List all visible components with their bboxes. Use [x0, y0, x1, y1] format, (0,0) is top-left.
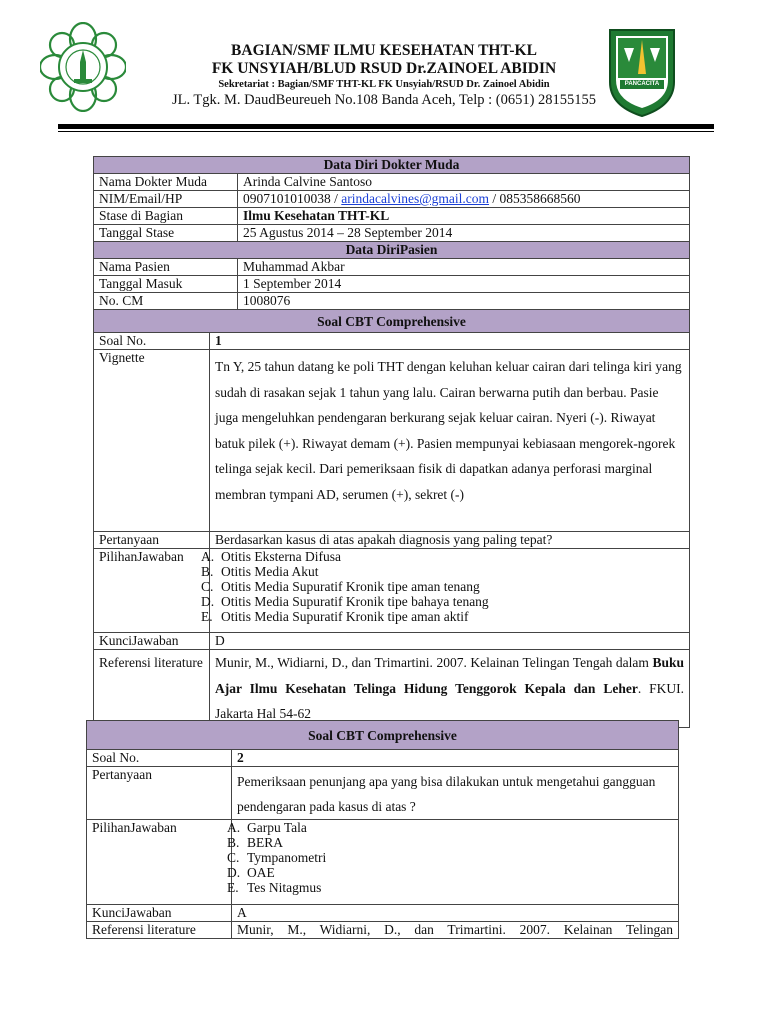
value-nama-pasien: Muhammad Akbar: [238, 259, 690, 276]
option-letter: A.: [227, 820, 241, 835]
answer-option: [201, 549, 684, 564]
label-pilihan-jawaban-2: PilihanJawaban: [87, 820, 232, 905]
label-nama-pasien: Nama Pasien: [94, 259, 238, 276]
label-tanggal-masuk: Tanggal Masuk: [94, 276, 238, 293]
option-text: Otitis Media Supuratif Kronik tipe aman aktif: [221, 609, 469, 624]
option-letter: D.: [227, 865, 241, 880]
label-pertanyaan-2: Pertanyaan: [87, 767, 232, 820]
section-header-soal-1: Soal CBT Comprehensive: [94, 310, 690, 333]
label-pilihan-jawaban: PilihanJawaban: [94, 549, 210, 633]
value-nim: 0907101010038: [243, 191, 331, 206]
option-text: Garpu Tala: [247, 820, 307, 835]
option-text: Otitis Media Akut: [221, 564, 319, 579]
label-soal-no: Soal No.: [94, 333, 210, 350]
answer-option: [227, 835, 673, 850]
answer-option: [227, 865, 673, 880]
label-stase: Stase di Bagian: [94, 208, 238, 225]
value-referensi: [210, 650, 690, 728]
option-text: Tes Nitagmus: [247, 880, 322, 895]
section-header-soal-2: Soal CBT Comprehensive: [87, 721, 679, 750]
logo-right-caption: PANCACITA: [624, 81, 660, 87]
answer-options-2: [227, 820, 673, 895]
answer-options: [201, 549, 684, 624]
label-kunci-jawaban: KunciJawaban: [94, 633, 210, 650]
header-title-1: BAGIAN/SMF ILMU KESEHATAN THT-KL: [231, 42, 537, 59]
option-text: OAE: [247, 865, 275, 880]
option-letter: E.: [227, 880, 239, 895]
option-text: BERA: [247, 835, 284, 850]
value-kunci-jawaban-2: A: [232, 905, 679, 922]
header-title-2: FK UNSYIAH/BLUD RSUD Dr.ZAINOEL ABIDIN: [211, 60, 557, 77]
option-text: Tympanometri: [247, 850, 327, 865]
form-table-2: [86, 720, 679, 939]
section-header-pasien: Data DiriPasien: [94, 242, 690, 259]
answer-option: [201, 564, 684, 579]
options-cell-2: [227, 820, 679, 905]
label-soal-no-2: Soal No.: [87, 750, 232, 767]
value-soal-no-2: 2: [232, 750, 679, 767]
value-pertanyaan-2: Pemeriksaan penunjang apa yang bisa dilakukan untuk mengetahui gangguan pendengaran pada kasus di atas ?: [232, 767, 679, 820]
option-letter: C.: [201, 579, 214, 594]
value-stase: Ilmu Kesehatan THT-KL: [238, 208, 690, 225]
label-kunci-jawaban-2: KunciJawaban: [87, 905, 232, 922]
option-letter: B.: [227, 835, 240, 850]
label-nama-dokter: Nama Dokter Muda: [94, 174, 238, 191]
separator: /: [330, 191, 342, 206]
header-secretariat: Sekretariat : Bagian/SMF THT-KL FK Unsyiah/RSUD Dr. Zainoel Abidin: [218, 79, 550, 90]
value-no-cm: 1008076: [238, 293, 690, 310]
value-referensi-2: Munir, M., Widiarni, D., dan Trimartini. 2007. Kelainan Telingan: [232, 922, 679, 939]
answer-option: [227, 880, 673, 895]
header-address: JL. Tgk. M. DaudBeureueh No.108 Banda Aceh, Telp : (0651) 28155155: [171, 92, 597, 108]
option-letter: A.: [201, 549, 215, 564]
option-letter: B.: [201, 564, 214, 579]
option-text: Otitis Media Supuratif Kronik tipe bahaya tenang: [221, 594, 489, 609]
option-letter: D.: [201, 594, 215, 609]
form-table-1: [93, 156, 690, 728]
ref-text-end: . FKUI. Jakarta Hal 54-62: [215, 680, 684, 721]
value-tanggal-stase: 25 Agustus 2014 – 28 September 2014: [238, 225, 690, 242]
label-referensi: Referensi literature: [94, 650, 210, 728]
answer-option: [227, 820, 673, 835]
label-pertanyaan: Pertanyaan: [94, 532, 210, 549]
answer-option: [201, 594, 684, 609]
ref-text: Munir, M., Widiarni, D., dan Trimartini. 2007. Kelainan Telingan Tengah dalam: [215, 655, 653, 670]
email-link[interactable]: arindacalvines@gmail.com: [341, 191, 490, 206]
section-header-dokter: Data Diri Dokter Muda: [94, 157, 690, 174]
value-nama-dokter: Arinda Calvine Santoso: [238, 174, 690, 191]
label-referensi-2: Referensi literature: [87, 922, 232, 939]
value-soal-no: 1: [210, 333, 690, 350]
option-letter: E.: [201, 609, 213, 624]
value-kunci-jawaban: D: [210, 633, 690, 650]
options-cell: [201, 549, 690, 633]
option-letter: C.: [227, 850, 240, 865]
value-pertanyaan: Berdasarkan kasus di atas apakah diagnosis yang paling tepat?: [210, 532, 690, 549]
header-divider-thick: [58, 124, 714, 129]
ref-book-title: Buku Ajar Ilmu Kesehatan Telinga Hidung Tenggorok Kepala dan Leher: [215, 655, 684, 696]
label-tanggal-stase: Tanggal Stase: [94, 225, 238, 242]
value-tanggal-masuk: 1 September 2014: [238, 276, 690, 293]
separator: /: [489, 191, 500, 206]
header-divider-thin: [58, 131, 714, 132]
option-text: Otitis Eksterna Difusa: [221, 549, 341, 564]
value-hp: 085358668560: [499, 191, 581, 206]
label-vignette: Vignette: [94, 350, 210, 532]
answer-option: [201, 609, 684, 624]
answer-option: [227, 850, 673, 865]
option-text: Otitis Media Supuratif Kronik tipe aman tenang: [221, 579, 480, 594]
label-nim: NIM/Email/HP: [94, 191, 238, 208]
label-no-cm: No. CM: [94, 293, 238, 310]
answer-option: [201, 579, 684, 594]
value-nim-email-hp: [238, 191, 690, 208]
value-vignette: Tn Y, 25 tahun datang ke poli THT dengan keluhan keluar cairan dari telinga kiri yang sudah di rasakan sejak 1 tahun yang lalu. Cairan berwarna putih dan berbau. Pasie juga mengeluhkan pendengaran berkurang sejak keluar cairan. Nyeri (-). Riwayat batuk pilek (+). Riwayat demam (+). Pasien mempunyai kebiasaan mengorek-ngorek telinga sejak kecil. Dari pemeriksaan fisik di dapatkan adanya perforasi marginal membran tympani AD, serumen (+), sekret (-): [210, 350, 690, 532]
